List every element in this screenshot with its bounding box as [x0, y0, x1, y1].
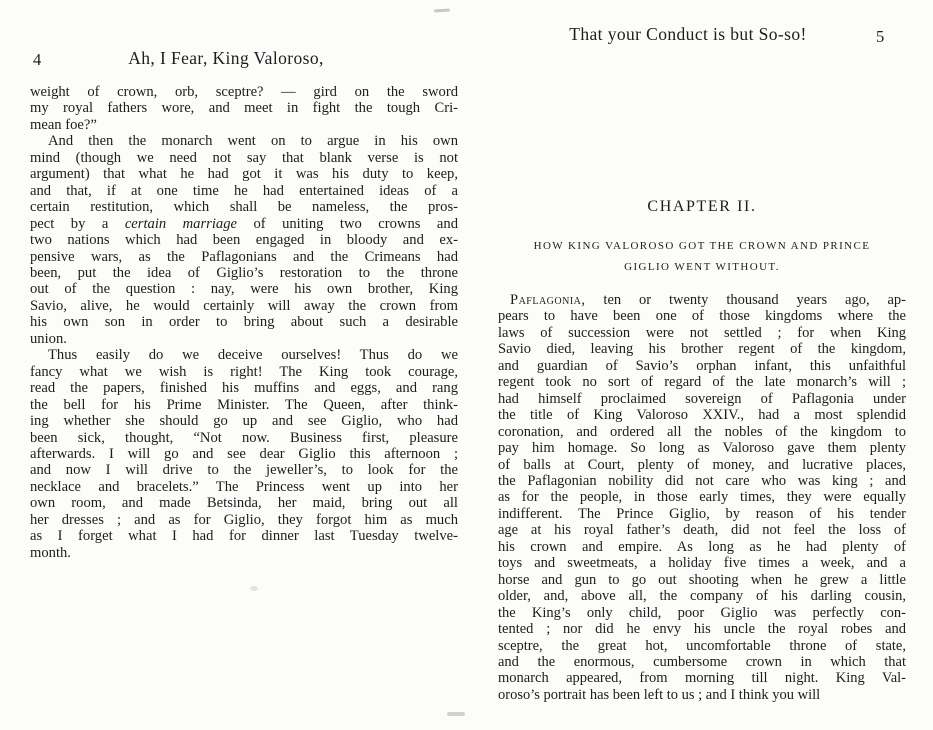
page-number-left: 4 [33, 50, 42, 69]
text-line: pensive wars, as the Paflagonians and the Crimeans had [30, 248, 458, 265]
text-line: mind (though we need not say that blank verse is not [30, 149, 458, 166]
text-line: as I forget what I had for dinner last Tuesday twelve- [30, 528, 458, 545]
text-line: his own son in order to bring about such a desirable [30, 314, 458, 331]
text-line: been sick, thought, “Not now. Business first, pleasure [30, 429, 458, 446]
text-line: necklace and bracelets.” The Princess went up into her [30, 478, 458, 495]
text-line: tented ; nor did he envy his uncle the royal robes and [498, 621, 906, 638]
text-line: had himself proclaimed sovereign of Paflagonia under [498, 390, 906, 407]
text-line: Savio, alive, he would certainly will away the crown from [30, 297, 458, 314]
text-line: afterwards. I will go and see dear Giglio this afternoon ; [30, 445, 458, 462]
text-line: the title of King Valoroso XXIV., had a most splendid [498, 407, 906, 424]
text-line: of balls at Court, plenty of money, and lucrative places, [498, 456, 906, 473]
text-line: his crown and empire. As long as he had plenty of [498, 538, 906, 555]
text-line: Thus easily do we deceive ourselves! Thus do we [48, 347, 458, 364]
text-line: ing whether she should go up and see Giglio, who had [30, 413, 458, 430]
text-line: laws of succession were not settled ; for when King [498, 324, 906, 341]
text-line: age at his royal father’s death, did not feel the loss of [498, 522, 906, 539]
text-line: certain restitution, which shall be nameless, the pros- [30, 199, 458, 216]
text-line: Paflagonia, ten or twenty thousand years ago, ap- [510, 292, 906, 308]
text-line: month. [30, 544, 71, 561]
text-line: pay him homage. So long as Valoroso gave them plenty [498, 440, 906, 457]
page-left-text [30, 84, 458, 561]
text-line: fancy what we wish is right! The King took courage, [30, 363, 458, 380]
text-line: mean foe?” [30, 116, 97, 133]
text-line: coronation, and ordered all the nobles of the kingdom to [498, 423, 906, 440]
text-line: own room, and made Betsinda, her maid, bring out all [30, 495, 458, 512]
text-line: been, put the idea of Giglio’s restoration to the throne [30, 264, 458, 281]
text-line: my royal fathers wore, and meet in fight the tough Cri- [30, 100, 458, 117]
text-line: the King’s only child, poor Giglio was perfectly con- [498, 604, 906, 621]
text-line: weight of crown, orb, sceptre? — gird on the sword [30, 84, 458, 100]
scan-smudge [447, 712, 465, 716]
chapter-subtitle-line: GIGLIO WENT WITHOUT. [624, 260, 780, 273]
text-line: argument) that what he had got it was his duty to keep, [30, 166, 458, 183]
text-line: regent took no sort of regard of the late monarch’s will ; [498, 374, 906, 391]
scan-smudge [434, 9, 450, 13]
text-line: and now I will drive to the jeweller’s, to look for the [30, 462, 458, 479]
text-line: her dresses ; and as for Giglio, they forgot him as much [30, 511, 458, 528]
page-right-text [498, 292, 906, 703]
text-line: Savio died, leaving his brother regent of the kingdom, [498, 341, 906, 358]
running-head-right: That your Conduct is but So-so! [569, 24, 807, 44]
text-line: the Paflagonian nobility did not care who was king ; and [498, 472, 906, 489]
text-line: the bell for his Prime Minister. The Queen, after think- [30, 396, 458, 413]
scan-smudge [250, 586, 258, 591]
chapter-subtitle [498, 236, 906, 277]
text-line: union. [30, 330, 67, 347]
text-line: toys and sweetmeats, a holiday five times a week, and a [498, 555, 906, 572]
text-line: and the enormous, cumbersome crown in which that [498, 653, 906, 670]
text-line: two nations which had been engaged in bloody and ex- [30, 232, 458, 249]
text-line: and that, if at one time he had entertained ideas of a [30, 182, 458, 199]
text-line: as for the people, in those early times, they were equally [498, 489, 906, 506]
page-number-right: 5 [876, 27, 885, 46]
chapter-subtitle-line: HOW KING VALOROSO GOT THE CROWN AND PRINCE [533, 240, 871, 252]
text-line: indifferent. The Prince Giglio, by reason of his tender [498, 505, 906, 522]
text-line: out of the question : nay, were his own brother, King [30, 281, 458, 298]
text-line: monarch appeared, from morning till night. King Val- [498, 670, 906, 687]
text-line: pears to have been one of those kingdoms where the [498, 308, 906, 325]
text-line: And then the monarch went on to argue in his own [48, 133, 458, 150]
text-line: pect by a certain marriage of uniting two crowns and [30, 215, 458, 232]
text-line: and guardian of Savio’s orphan infant, this unfaithful [498, 357, 906, 374]
text-line: older, and, above all, the company of his darling cousin, [498, 588, 906, 605]
text-line: sceptre, the great hot, uncomfortable throne of state, [498, 637, 906, 654]
text-line: read the papers, finished his muffins and eggs, and rang [30, 380, 458, 397]
chapter-heading: CHAPTER II. [647, 198, 757, 215]
text-line: horse and gun to go out shooting when he grew a little [498, 571, 906, 588]
running-head-left: Ah, I Fear, King Valoroso, [128, 48, 324, 68]
text-line: oroso’s portrait has been left to us ; and I think you will [498, 686, 821, 703]
